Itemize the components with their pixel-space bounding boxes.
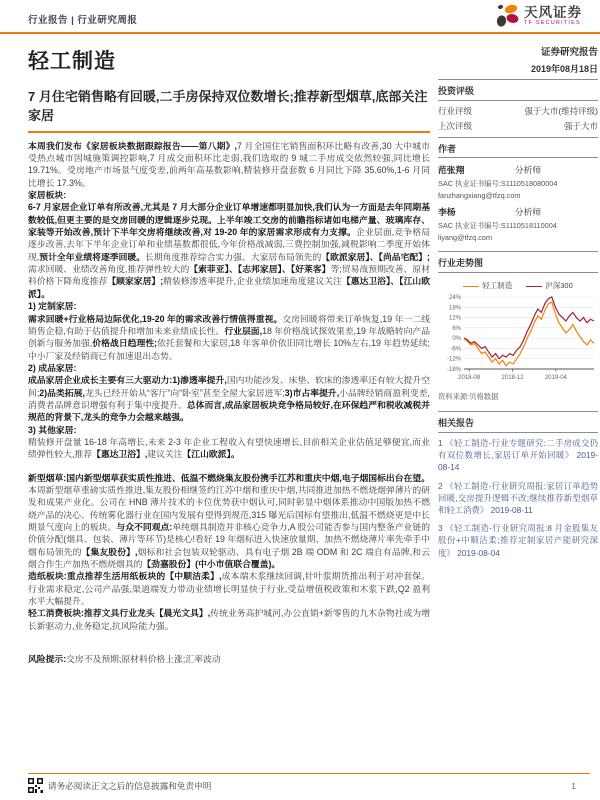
svg-text:2019-04: 2019-04 xyxy=(544,375,567,381)
author-header: 作者 xyxy=(438,144,457,154)
related-report-item[interactable]: 2 《轻工制造-行业研究周报:家居订单趋势回暖,交房提升逻辑不改;继续推荐新型烟草和轻工消费》 2019-08-11 xyxy=(438,480,598,516)
tf-securities-logo-icon xyxy=(494,3,520,29)
chart-source: 资料来源:贝格数据 xyxy=(438,392,499,401)
body-paragraph: 轻工消费板块:推荐文具行业龙头【晨光文具】,传统业务高护城河,办公直销+新零售的九木杂物社成为增长新驱动力,业务稳定,抗风险能力强。 xyxy=(28,608,431,631)
legend-swatch xyxy=(463,286,479,287)
rating-value: 强于大市 xyxy=(563,121,598,131)
svg-text:2018-08: 2018-08 xyxy=(458,375,481,381)
sidebar xyxy=(438,34,598,666)
svg-text:-18%: -18% xyxy=(446,367,461,373)
analyst-sac-number: SAC 执业证书编号:S1110518080004 xyxy=(438,178,558,188)
rating-block xyxy=(438,101,598,138)
page-footer xyxy=(28,778,576,793)
svg-text:-12%: -12% xyxy=(446,356,461,363)
related-report-item[interactable]: 3 《轻工制造-行业研究周报:8 月金股集友股份+中顺洁柔;推荐定制家居产能研究深度》 2019-08-04 xyxy=(438,523,598,558)
brand-logo xyxy=(494,3,582,29)
trend-header: 行业走势图 xyxy=(438,252,598,273)
page-number: 1 xyxy=(571,780,576,791)
rating-value: 强于大市(维持评级) xyxy=(524,105,598,116)
body-paragraph: 造纸板块:重点推荐生活用纸板块的【中顺洁柔】,成本端木浆继续回调,针叶浆期货推出利于对冲套保。行业需求稳定,公司产品强,渠道端发力带动业绩增长明显快于行业,受益增值税政策和木浆下跌,Q2 盈利水平大幅提升。 xyxy=(28,571,430,607)
page-title: 轻工制造 xyxy=(28,50,116,73)
rating-row xyxy=(438,117,598,133)
rating-label: 上次评级 xyxy=(438,121,473,131)
rating-header: 投资评级 xyxy=(438,80,598,101)
report-date: 2019年08月18日 xyxy=(438,62,598,80)
page-header xyxy=(0,0,600,34)
svg-text:0%: 0% xyxy=(452,336,461,343)
body-paragraph: 精装修开盘量 16-18 年高增长,未来 2-3 年企业工程收入有望快速增长,目前相关企业估值足够便宜,而业绩弹性较大,推荐【惠达卫浴】,建议关注【江山欧派】。 xyxy=(28,436,430,460)
svg-text:6%: 6% xyxy=(452,325,461,332)
body-paragraph: 本周我们发布《家居板块数据跟踪报告——第八期》,7 月全国住宅销售面积环比略有改善,30 大中城市受热点城市因城施策调控影响,7 月成交面积环比走弱,我们选取的 9 城二手房成交依然较强,同比增长 19.71%。受房地产市场景气度变差,前两年高基数影响,精装修开盘套数 6 月同比下降 35.60%,1-6 月同比增长 17.3%。 xyxy=(28,140,430,188)
analyst-sac-number: SAC 执业证书编号:S1110518110004 xyxy=(438,220,557,230)
related-reports-header: 相关报告 xyxy=(438,412,598,433)
footer-divider xyxy=(28,773,590,774)
risk-notice: 风险提示:交房不及预期;原材料价格上涨;汇率波动 xyxy=(28,654,221,665)
analyst-block xyxy=(438,163,598,200)
body-paragraph: 家居板块: xyxy=(28,190,67,201)
legend-item xyxy=(526,280,573,291)
analyst-block xyxy=(438,205,598,242)
brand-name-cn: 天风证券 xyxy=(524,4,582,20)
svg-text:18%: 18% xyxy=(448,305,461,312)
body-paragraph: 需求回暖+行业格局边际优化,19-20 年的需求改善行情值得重视。交房回暖将带来订单恢复,19 年一二线销售企稳,有助于估值提升和增加未来业绩成长性。行业层面,18 年价格战试探效果差,19 年战略转向产品创新与服务加强,价格战日趋理性;依托套餐和大家居,18 年客单价依旧同比增长 10%左右,19 年趋势延续;中小厂家及经销商已有加速退出态势。 xyxy=(28,313,430,361)
legend-label: 轻工制造 xyxy=(482,281,513,290)
related-reports-list xyxy=(438,437,598,559)
svg-text:24%: 24% xyxy=(448,295,461,301)
body-paragraph: 成品家居企业成长主要有三大驱动力:1)渗透率提升,国内功能沙发、床垫、软床的渗透率还有较大提升空间;2)品类拓展,龙头已经开始从“客厅”向“卧室”甚至全屋大家居进军;3)市占率提升,小品牌经销商盈利变差,消费者品牌意识增强有利于集中度提升。总体而言,成品家居板块竞争格局较好,在环保趋严和税收减税并规范的背景下,龙头的竞争力会越来越强。 xyxy=(28,375,430,423)
analyst-email: fanzhangxiang@tfzq.com xyxy=(438,191,521,200)
report-headline: 7 月住宅销售略有回暖,二手房保持双位数增长;推荐新型烟草,底部关注家居 xyxy=(28,88,430,133)
qr-code-icon xyxy=(28,778,43,793)
svg-text:12%: 12% xyxy=(448,315,461,322)
related-reports-section xyxy=(438,411,598,559)
left-column xyxy=(28,34,430,666)
content-area xyxy=(0,34,600,666)
related-report-item[interactable]: 1 《轻工制造-行业专题研究:二手房成交仍有双位数增长,家居订单开始回暖》 2019-08-14 xyxy=(438,438,598,473)
brand-name-en: TF SECURITIES xyxy=(524,20,581,26)
rating-label: 行业评级 xyxy=(438,105,473,116)
body-paragraph: 6-7 月家居企业订单有所改善,尤其是 7 月大部分企业订单增速都明显加快,我们认为一方面是去年同期基数较低,但更主要的是交房回暖的逻辑逐步兑现。上半年竣工交房的前瞻指标诸如电梯产量、玻璃库存、家装等开始改善,预计下半年交房将继续改善,对 19-20 年的家居需求形成有力支撑。企业层面,竞争格局逐步改善,去年下半年企业订单和业绩基数都很低,今年价格战减弱,三费控制加强,减税影响二季度开始体现,预计全年业绩将逐季回暖。长期角度推荐综合实力强、大家居布局领先的【欧派家居】、【尚品宅配】;需求回暖、业绩改善角度,推荐弹性较大的【索菲亚】、【志邦家居】、【好莱客】等;贸易战预期改善、原材料价格下降角度推荐【顾家家居】;精装修渗透率提升,企业业绩加速角度建议关注【惠达卫浴】、【江山欧派】。 xyxy=(28,202,430,299)
abstract xyxy=(28,140,430,632)
report-type-label: 证券研究报告 xyxy=(540,47,598,58)
body-paragraph: 新型烟草:国内新型烟草获实质性推进、低温不燃烧集友股份携手江苏和重庆中烟,电子烟国标出台在望。本周新型烟草重磅实质性推进,集友股份相继签约江苏中烟和重庆中烟,共同推进加热不燃烧烟弹薄片的研发和成果产业化。公司在 HNB 薄片技术的卡位优势获中烟认可,同时彰显中烟体系推动中国版加热不燃烧产品的决心。传统雾化器行业在国内发展有望得到规范,315 曝光后国标有望推出,低温不燃烧更是中长期景气度向上的板块。与众不同观点:单纯烟具制造并非核心竞争力,A 股公司能否参与国内整条产业链的价值分配(烟具、包装、薄片等环节)是核心!看好 19 年烟标进入快速放量期、加热不燃烧薄片率先牵手中烟布局领先的【集友股份】,烟标和社会包装双轮驱动、具有电子烟 2B 端 ODM 和 2C 端自有品牌,和云烟合作生产加热不燃烧烟具的【劲嘉股份】(中小市值联合覆盖)。 xyxy=(28,472,430,570)
analyst-name: 范张翔 xyxy=(438,165,465,175)
chart-legend xyxy=(438,280,598,291)
body-paragraph: 1) 定制家居: xyxy=(28,301,77,312)
trend-section xyxy=(438,251,598,402)
legend-swatch xyxy=(526,286,542,287)
analyst-role: 分析师 xyxy=(514,165,542,175)
legend-label: 沪深300 xyxy=(545,281,573,290)
disclaimer-text: 请务必阅读正文之后的信息披露和免责申明 xyxy=(48,780,212,791)
industry-trend-chart xyxy=(438,293,598,385)
body-paragraph: 3) 其他家居: xyxy=(28,424,77,435)
legend-item xyxy=(463,280,512,291)
breadcrumb: 行业报告 | 行业研究周报 xyxy=(28,15,138,26)
analyst-email: liyang@tfzq.com xyxy=(438,233,493,242)
divider xyxy=(438,157,598,158)
svg-text:2018-12: 2018-12 xyxy=(501,375,524,381)
svg-text:-6%: -6% xyxy=(450,346,461,353)
analyst-name: 李杨 xyxy=(438,207,456,217)
body-paragraph: 2) 成品家居: xyxy=(28,362,77,373)
rating-row xyxy=(438,101,598,117)
analyst-role: 分析师 xyxy=(514,207,542,217)
